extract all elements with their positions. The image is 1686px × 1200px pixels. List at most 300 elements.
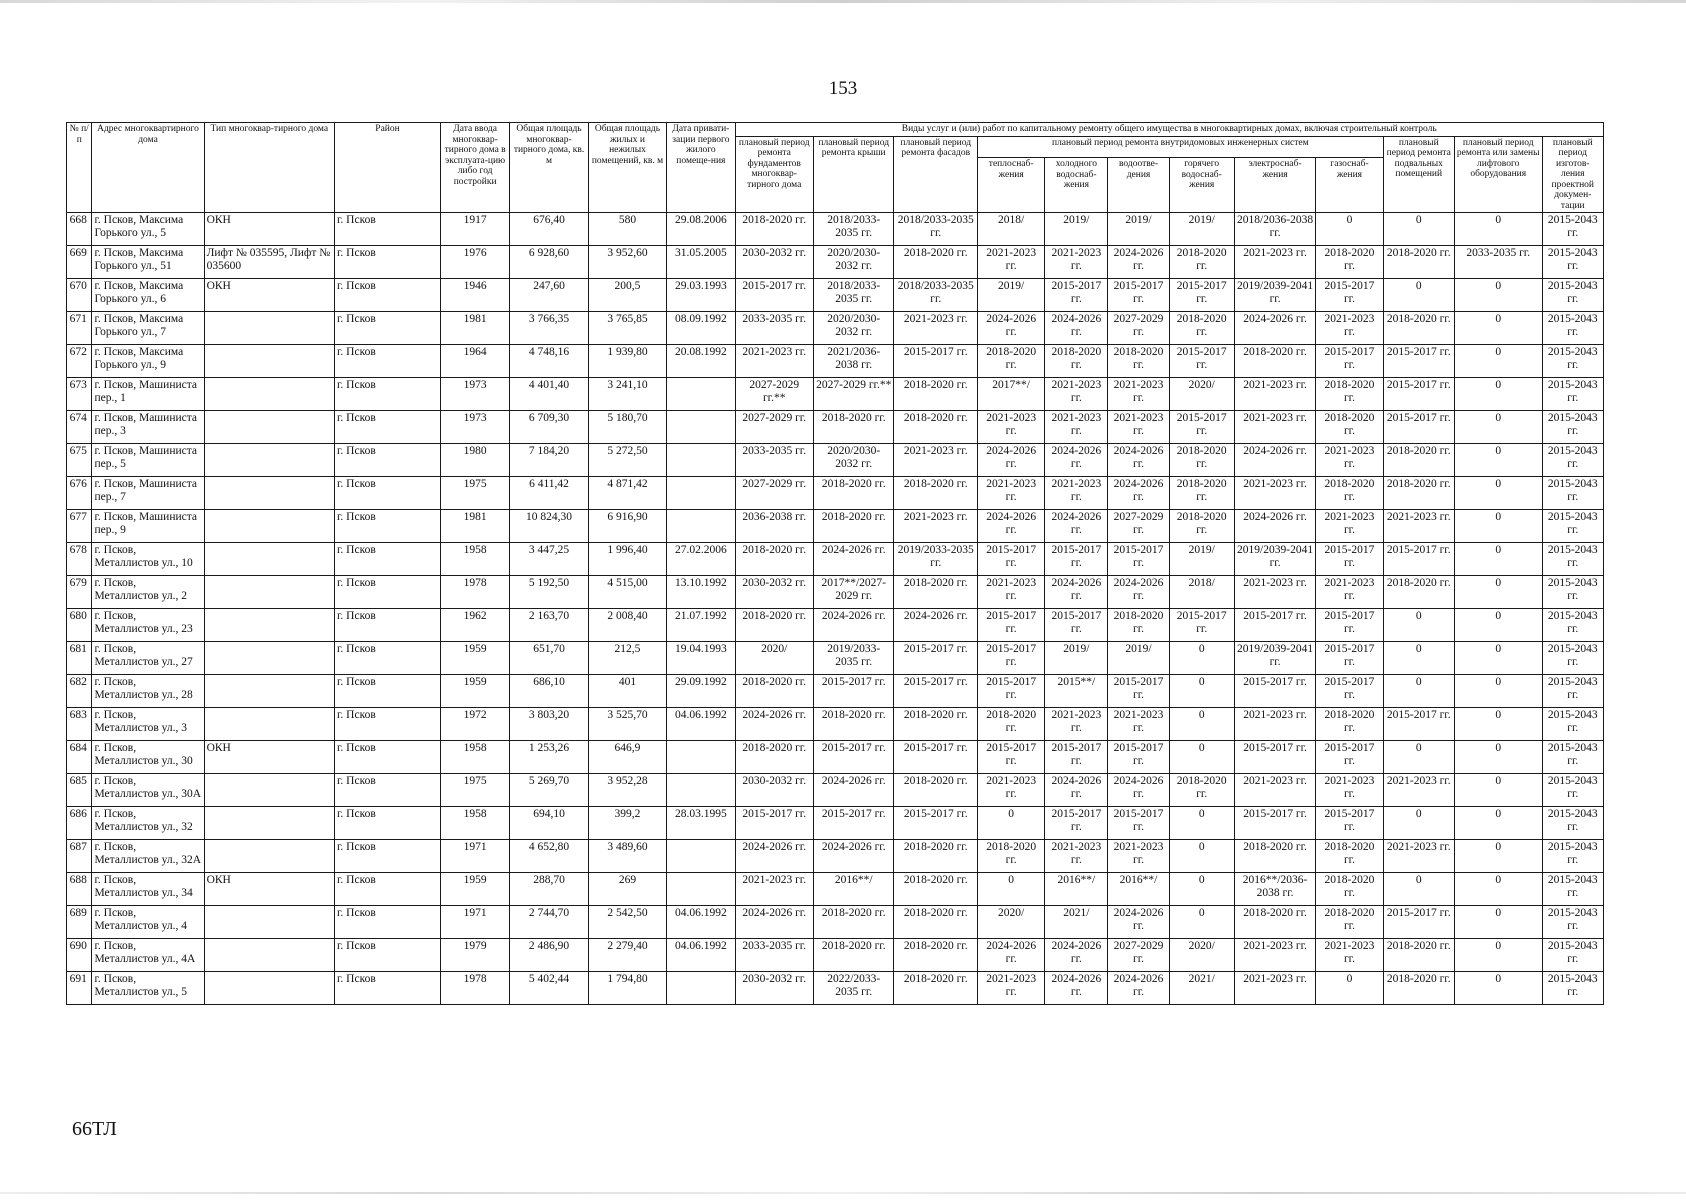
cell-district: г. Псков: [335, 906, 441, 939]
cell-heat: 2024-2026 гг.: [978, 939, 1045, 972]
cell-drainage: 2016**/: [1108, 873, 1169, 906]
cell-premises-area: 5 180,70: [588, 411, 666, 444]
cell-building-type: [204, 939, 334, 972]
cell-gas: 2018-2020 гг.: [1316, 873, 1383, 906]
cell-elevator: 0: [1454, 312, 1542, 345]
cell-cold-water: 2018-2020 гг.: [1045, 345, 1108, 378]
cell-building-type: [204, 378, 334, 411]
cell-drainage: 2024-2026 гг.: [1108, 972, 1169, 1005]
cell-hot-water: 0: [1169, 906, 1234, 939]
cell-facade: 2015-2017 гг.: [894, 741, 978, 774]
cell-foundation: 2030-2032 гг.: [735, 576, 813, 609]
cell-gas: 2018-2020 гг.: [1316, 378, 1383, 411]
cell-roof: 2021/2036-2038 гг.: [813, 345, 894, 378]
cell-cold-water: 2015**/: [1045, 675, 1108, 708]
cell-basement: 2015-2017 гг.: [1383, 411, 1454, 444]
cell-year: 1973: [440, 411, 509, 444]
cell-total-area: 2 486,90: [510, 939, 588, 972]
cell-hot-water: 0: [1169, 840, 1234, 873]
cell-project-docs: 2015-2043 гг.: [1542, 345, 1603, 378]
cell-total-area: 288,70: [510, 873, 588, 906]
cell-electric: 2021-2023 гг.: [1234, 972, 1316, 1005]
table-row: [67, 873, 1604, 906]
cell-cold-water: 2024-2026 гг.: [1045, 312, 1108, 345]
cell-year: 1946: [440, 279, 509, 312]
cell-number: 674: [67, 411, 92, 444]
col-header-gas: газоснаб-жения: [1316, 158, 1383, 213]
col-header-facade: плановый период ремонта фасадов: [894, 136, 978, 213]
cell-year: 1973: [440, 378, 509, 411]
cell-district: г. Псков: [335, 477, 441, 510]
cell-building-type: [204, 840, 334, 873]
cell-electric: 2021-2023 гг.: [1234, 477, 1316, 510]
cell-drainage: 2015-2017 гг.: [1108, 279, 1169, 312]
cell-premises-area: 3 489,60: [588, 840, 666, 873]
cell-heat: 2024-2026 гг.: [978, 510, 1045, 543]
cell-number: 683: [67, 708, 92, 741]
cell-roof: 2024-2026 гг.: [813, 609, 894, 642]
cell-project-docs: 2015-2043 гг.: [1542, 477, 1603, 510]
col-header-foundation: плановый период ремонта фундаментов многоквар-тирного дома: [735, 136, 813, 213]
cell-heat: 2021-2023 гг.: [978, 411, 1045, 444]
cell-address: г. Псков, Машиниста пер., 9: [92, 510, 204, 543]
cell-year: 1975: [440, 477, 509, 510]
cell-electric: 2021-2023 гг.: [1234, 378, 1316, 411]
cell-project-docs: 2015-2043 гг.: [1542, 939, 1603, 972]
cell-elevator: 0: [1454, 510, 1542, 543]
cell-hot-water: 2018-2020 гг.: [1169, 444, 1234, 477]
cell-foundation: 2021-2023 гг.: [735, 345, 813, 378]
table-row: [67, 675, 1604, 708]
cell-cold-water: 2024-2026 гг.: [1045, 576, 1108, 609]
cell-address: г. Псков, Металлистов ул., 28: [92, 675, 204, 708]
table-body: [67, 213, 1604, 1005]
cell-address: г. Псков, Машиниста пер., 1: [92, 378, 204, 411]
col-header-number: № п/п: [67, 123, 92, 213]
cell-roof: 2024-2026 гг.: [813, 543, 894, 576]
cell-district: г. Псков: [335, 246, 441, 279]
table-row: [67, 213, 1604, 246]
table-row: [67, 312, 1604, 345]
cell-district: г. Псков: [335, 411, 441, 444]
cell-cold-water: 2021-2023 гг.: [1045, 708, 1108, 741]
cell-foundation: 2015-2017 гг.: [735, 279, 813, 312]
cell-elevator: 0: [1454, 543, 1542, 576]
cell-cold-water: 2015-2017 гг.: [1045, 543, 1108, 576]
cell-number: 684: [67, 741, 92, 774]
cell-gas: 2021-2023 гг.: [1316, 312, 1383, 345]
cell-roof: 2018/2033-2035 гг.: [813, 279, 894, 312]
table-row: [67, 972, 1604, 1005]
cell-elevator: 0: [1454, 213, 1542, 246]
cell-district: г. Псков: [335, 840, 441, 873]
cell-premises-area: 401: [588, 675, 666, 708]
cell-premises-area: 399,2: [588, 807, 666, 840]
cell-facade: 2015-2017 гг.: [894, 675, 978, 708]
cell-hot-water: 2018-2020 гг.: [1169, 477, 1234, 510]
cell-year: 1959: [440, 642, 509, 675]
cell-premises-area: 580: [588, 213, 666, 246]
cell-facade: 2018-2020 гг.: [894, 246, 978, 279]
cell-total-area: 686,10: [510, 675, 588, 708]
cell-foundation: 2018-2020 гг.: [735, 741, 813, 774]
cell-cold-water: 2015-2017 гг.: [1045, 279, 1108, 312]
cell-building-type: [204, 906, 334, 939]
cell-roof: 2018-2020 гг.: [813, 411, 894, 444]
cell-project-docs: 2015-2043 гг.: [1542, 609, 1603, 642]
cell-basement: 0: [1383, 807, 1454, 840]
cell-roof: 2020/2030-2032 гг.: [813, 444, 894, 477]
cell-gas: 2015-2017 гг.: [1316, 675, 1383, 708]
col-header-heat: теплоснаб-жения: [978, 158, 1045, 213]
cell-address: г. Псков, Металлистов ул., 30: [92, 741, 204, 774]
cell-hot-water: 2019/: [1169, 543, 1234, 576]
cell-privatization: 29.09.1992: [667, 675, 735, 708]
col-header-building-type: Тип многоквар-тирного дома: [204, 123, 334, 213]
cell-drainage: 2024-2026 гг.: [1108, 906, 1169, 939]
cell-number: 688: [67, 873, 92, 906]
cell-year: 1959: [440, 873, 509, 906]
cell-elevator: 0: [1454, 774, 1542, 807]
cell-roof: 2015-2017 гг.: [813, 807, 894, 840]
cell-premises-area: 269: [588, 873, 666, 906]
cell-district: г. Псков: [335, 279, 441, 312]
cell-gas: 2021-2023 гг.: [1316, 510, 1383, 543]
cell-cold-water: 2024-2026 гг.: [1045, 939, 1108, 972]
table-row: [67, 642, 1604, 675]
cell-electric: 2016**/2036-2038 гг.: [1234, 873, 1316, 906]
cell-building-type: [204, 576, 334, 609]
cell-roof: 2016**/: [813, 873, 894, 906]
cell-elevator: 0: [1454, 906, 1542, 939]
cell-total-area: 4 401,40: [510, 378, 588, 411]
header-row-1: [67, 123, 1604, 137]
cell-drainage: 2027-2029 гг.: [1108, 510, 1169, 543]
cell-premises-area: 4 515,00: [588, 576, 666, 609]
cell-year: 1971: [440, 906, 509, 939]
cell-facade: 2024-2026 гг.: [894, 609, 978, 642]
cell-building-type: [204, 807, 334, 840]
cell-hot-water: 2020/: [1169, 378, 1234, 411]
cell-electric: 2019/2039-2041 гг.: [1234, 543, 1316, 576]
cell-district: г. Псков: [335, 642, 441, 675]
cell-foundation: 2018-2020 гг.: [735, 675, 813, 708]
cell-project-docs: 2015-2043 гг.: [1542, 213, 1603, 246]
cell-privatization: [667, 378, 735, 411]
cell-privatization: 08.09.1992: [667, 312, 735, 345]
cell-premises-area: 2 542,50: [588, 906, 666, 939]
cell-roof: 2018-2020 гг.: [813, 906, 894, 939]
cell-roof: 2022/2033-2035 гг.: [813, 972, 894, 1005]
cell-gas: 2018-2020 гг.: [1316, 906, 1383, 939]
cell-privatization: 21.07.1992: [667, 609, 735, 642]
cell-drainage: 2021-2023 гг.: [1108, 840, 1169, 873]
cell-premises-area: 3 525,70: [588, 708, 666, 741]
cell-building-type: ОКН: [204, 873, 334, 906]
cell-number: 691: [67, 972, 92, 1005]
cell-total-area: 4 748,16: [510, 345, 588, 378]
cell-elevator: 0: [1454, 345, 1542, 378]
cell-privatization: [667, 477, 735, 510]
cell-project-docs: 2015-2043 гг.: [1542, 279, 1603, 312]
cell-roof: 2015-2017 гг.: [813, 675, 894, 708]
cell-hot-water: 0: [1169, 675, 1234, 708]
cell-hot-water: 0: [1169, 642, 1234, 675]
cell-basement: 2015-2017 гг.: [1383, 906, 1454, 939]
cell-elevator: 0: [1454, 378, 1542, 411]
cell-district: г. Псков: [335, 510, 441, 543]
table-row: [67, 807, 1604, 840]
cell-address: г. Псков, Машиниста пер., 3: [92, 411, 204, 444]
cell-project-docs: 2015-2043 гг.: [1542, 774, 1603, 807]
cell-heat: 2018-2020 гг.: [978, 345, 1045, 378]
cell-facade: 2018-2020 гг.: [894, 411, 978, 444]
col-group-works: Виды услуг и (или) работ по капитальному ремонту общего имущества в многоквартирных домах, включая строительный контроль: [735, 123, 1604, 137]
cell-building-type: [204, 411, 334, 444]
table-row: [67, 840, 1604, 873]
cell-electric: 2021-2023 гг.: [1234, 774, 1316, 807]
cell-roof: 2018/2033-2035 гг.: [813, 213, 894, 246]
cell-foundation: 2030-2032 гг.: [735, 246, 813, 279]
cell-building-type: [204, 642, 334, 675]
cell-facade: 2021-2023 гг.: [894, 444, 978, 477]
cell-heat: 2021-2023 гг.: [978, 246, 1045, 279]
table-row: [67, 708, 1604, 741]
cell-year: 1981: [440, 510, 509, 543]
cell-cold-water: 2015-2017 гг.: [1045, 741, 1108, 774]
cell-cold-water: 2019/: [1045, 213, 1108, 246]
cell-elevator: 0: [1454, 477, 1542, 510]
cell-electric: 2018-2020 гг.: [1234, 345, 1316, 378]
cell-premises-area: 212,5: [588, 642, 666, 675]
cell-facade: 2018-2020 гг.: [894, 477, 978, 510]
cell-elevator: 0: [1454, 939, 1542, 972]
cell-gas: 2018-2020 гг.: [1316, 477, 1383, 510]
cell-total-area: 6 928,60: [510, 246, 588, 279]
cell-gas: 2015-2017 гг.: [1316, 807, 1383, 840]
cell-hot-water: 0: [1169, 741, 1234, 774]
cell-number: 673: [67, 378, 92, 411]
cell-number: 668: [67, 213, 92, 246]
cell-premises-area: 6 916,90: [588, 510, 666, 543]
cell-year: 1958: [440, 741, 509, 774]
col-header-roof: плановый период ремонта крыши: [813, 136, 894, 213]
cell-privatization: 28.03.1995: [667, 807, 735, 840]
cell-address: г. Псков, Металлистов ул., 4: [92, 906, 204, 939]
col-header-district: Район: [335, 123, 441, 213]
cell-roof: 2024-2026 гг.: [813, 840, 894, 873]
cell-foundation: 2033-2035 гг.: [735, 312, 813, 345]
cell-district: г. Псков: [335, 741, 441, 774]
cell-gas: 2015-2017 гг.: [1316, 642, 1383, 675]
cell-electric: 2019/2039-2041 гг.: [1234, 279, 1316, 312]
cell-district: г. Псков: [335, 774, 441, 807]
cell-electric: 2015-2017 гг.: [1234, 741, 1316, 774]
cell-drainage: 2019/: [1108, 213, 1169, 246]
cell-basement: 0: [1383, 279, 1454, 312]
cell-electric: 2021-2023 гг.: [1234, 411, 1316, 444]
col-header-premises-area: Общая площадь жилых и нежилых помещений, кв. м: [588, 123, 666, 213]
cell-foundation: 2027-2029 гг.: [735, 477, 813, 510]
cell-privatization: [667, 972, 735, 1005]
cell-basement: 0: [1383, 213, 1454, 246]
cell-basement: 2018-2020 гг.: [1383, 939, 1454, 972]
cell-hot-water: 2018-2020 гг.: [1169, 246, 1234, 279]
cell-project-docs: 2015-2043 гг.: [1542, 378, 1603, 411]
cell-foundation: 2024-2026 гг.: [735, 906, 813, 939]
cell-gas: 2021-2023 гг.: [1316, 774, 1383, 807]
cell-drainage: 2024-2026 гг.: [1108, 576, 1169, 609]
cell-total-area: 6 411,42: [510, 477, 588, 510]
cell-cold-water: 2024-2026 гг.: [1045, 774, 1108, 807]
cell-project-docs: 2015-2043 гг.: [1542, 444, 1603, 477]
cell-elevator: 0: [1454, 708, 1542, 741]
table-row: [67, 378, 1604, 411]
cell-building-type: [204, 708, 334, 741]
cell-facade: 2018-2020 гг.: [894, 378, 978, 411]
cell-elevator: 0: [1454, 972, 1542, 1005]
cell-year: 1964: [440, 345, 509, 378]
cell-facade: 2018/2033-2035 гг.: [894, 213, 978, 246]
cell-address: г. Псков, Максима Горького ул., 5: [92, 213, 204, 246]
cell-address: г. Псков, Металлистов ул., 30А: [92, 774, 204, 807]
cell-building-type: [204, 774, 334, 807]
cell-gas: 2018-2020 гг.: [1316, 411, 1383, 444]
cell-electric: 2015-2017 гг.: [1234, 609, 1316, 642]
cell-hot-water: 0: [1169, 708, 1234, 741]
cell-privatization: 04.06.1992: [667, 906, 735, 939]
cell-building-type: Лифт № 035595, Лифт № 035600: [204, 246, 334, 279]
cell-year: 1917: [440, 213, 509, 246]
cell-drainage: 2027-2029 гг.: [1108, 939, 1169, 972]
cell-gas: 2015-2017 гг.: [1316, 741, 1383, 774]
cell-electric: 2021-2023 гг.: [1234, 576, 1316, 609]
cell-gas: 0: [1316, 213, 1383, 246]
col-header-electric: электроснаб-жения: [1234, 158, 1316, 213]
cell-cold-water: 2021-2023 гг.: [1045, 477, 1108, 510]
cell-foundation: 2021-2023 гг.: [735, 873, 813, 906]
table-row: [67, 345, 1604, 378]
cell-facade: 2018-2020 гг.: [894, 939, 978, 972]
cell-hot-water: 2015-2017 гг.: [1169, 279, 1234, 312]
col-header-drainage: водоотве-дения: [1108, 158, 1169, 213]
cell-premises-area: 1 939,80: [588, 345, 666, 378]
cell-project-docs: 2015-2043 гг.: [1542, 576, 1603, 609]
cell-heat: 2021-2023 гг.: [978, 477, 1045, 510]
cell-number: 690: [67, 939, 92, 972]
table-row: [67, 543, 1604, 576]
col-header-address: Адрес многоквартирного дома: [92, 123, 204, 213]
cell-project-docs: 2015-2043 гг.: [1542, 972, 1603, 1005]
table-row: [67, 939, 1604, 972]
cell-drainage: 2019/: [1108, 642, 1169, 675]
cell-heat: 2021-2023 гг.: [978, 576, 1045, 609]
cell-drainage: 2018-2020 гг.: [1108, 609, 1169, 642]
cell-total-area: 1 253,26: [510, 741, 588, 774]
cell-address: г. Псков, Максима Горького ул., 7: [92, 312, 204, 345]
cell-basement: 2015-2017 гг.: [1383, 708, 1454, 741]
cell-cold-water: 2015-2017 гг.: [1045, 609, 1108, 642]
cell-foundation: 2027-2029 гг.: [735, 411, 813, 444]
cell-district: г. Псков: [335, 543, 441, 576]
cell-foundation: 2015-2017 гг.: [735, 807, 813, 840]
cell-gas: 2015-2017 гг.: [1316, 345, 1383, 378]
cell-cold-water: 2024-2026 гг.: [1045, 444, 1108, 477]
cell-heat: 2024-2026 гг.: [978, 312, 1045, 345]
cell-building-type: [204, 972, 334, 1005]
table-row: [67, 444, 1604, 477]
col-header-privatization: Дата привати-зации первого жилого помеще-ния: [667, 123, 735, 213]
cell-address: г. Псков, Металлистов ул., 3: [92, 708, 204, 741]
cell-elevator: 0: [1454, 576, 1542, 609]
cell-hot-water: 2018-2020 гг.: [1169, 312, 1234, 345]
cell-elevator: 0: [1454, 609, 1542, 642]
cell-basement: 0: [1383, 675, 1454, 708]
table-row: [67, 906, 1604, 939]
cell-foundation: 2018-2020 гг.: [735, 543, 813, 576]
cell-basement: 2018-2020 гг.: [1383, 444, 1454, 477]
cell-year: 1958: [440, 807, 509, 840]
cell-year: 1981: [440, 312, 509, 345]
cell-privatization: 04.06.1992: [667, 939, 735, 972]
cell-premises-area: 5 272,50: [588, 444, 666, 477]
table-row: [67, 774, 1604, 807]
cell-building-type: [204, 477, 334, 510]
cell-year: 1972: [440, 708, 509, 741]
cell-building-type: [204, 312, 334, 345]
cell-project-docs: 2015-2043 гг.: [1542, 312, 1603, 345]
cell-cold-water: 2024-2026 гг.: [1045, 510, 1108, 543]
cell-address: г. Псков, Максима Горького ул., 9: [92, 345, 204, 378]
cell-address: г. Псков, Максима Горького ул., 6: [92, 279, 204, 312]
table-row: [67, 411, 1604, 444]
cell-district: г. Псков: [335, 675, 441, 708]
cell-heat: 2015-2017 гг.: [978, 642, 1045, 675]
cell-basement: 2018-2020 гг.: [1383, 972, 1454, 1005]
cell-district: г. Псков: [335, 378, 441, 411]
cell-drainage: 2027-2029 гг.: [1108, 312, 1169, 345]
cell-foundation: 2027-2029 гг.**: [735, 378, 813, 411]
cell-year: 1971: [440, 840, 509, 873]
cell-facade: 2015-2017 гг.: [894, 642, 978, 675]
cell-total-area: 5 402,44: [510, 972, 588, 1005]
cell-number: 680: [67, 609, 92, 642]
cell-address: г. Псков, Металлистов ул., 10: [92, 543, 204, 576]
cell-roof: 2015-2017 гг.: [813, 741, 894, 774]
document-code: 66ТЛ: [72, 1118, 117, 1140]
cell-basement: 2015-2017 гг.: [1383, 378, 1454, 411]
cell-foundation: 2033-2035 гг.: [735, 444, 813, 477]
cell-foundation: 2018-2020 гг.: [735, 609, 813, 642]
cell-cold-water: 2015-2017 гг.: [1045, 807, 1108, 840]
cell-hot-water: 2019/: [1169, 213, 1234, 246]
cell-privatization: [667, 444, 735, 477]
cell-drainage: 2015-2017 гг.: [1108, 741, 1169, 774]
cell-drainage: 2015-2017 гг.: [1108, 675, 1169, 708]
cell-privatization: 29.08.2006: [667, 213, 735, 246]
cell-facade: 2018-2020 гг.: [894, 708, 978, 741]
cell-building-type: ОКН: [204, 279, 334, 312]
cell-basement: 2021-2023 гг.: [1383, 840, 1454, 873]
table-row: [67, 741, 1604, 774]
cell-hot-water: 2015-2017 гг.: [1169, 411, 1234, 444]
cell-total-area: 4 652,80: [510, 840, 588, 873]
cell-privatization: 29.03.1993: [667, 279, 735, 312]
cell-elevator: 0: [1454, 675, 1542, 708]
cell-privatization: [667, 774, 735, 807]
cell-drainage: 2024-2026 гг.: [1108, 246, 1169, 279]
cell-privatization: 20.08.1992: [667, 345, 735, 378]
